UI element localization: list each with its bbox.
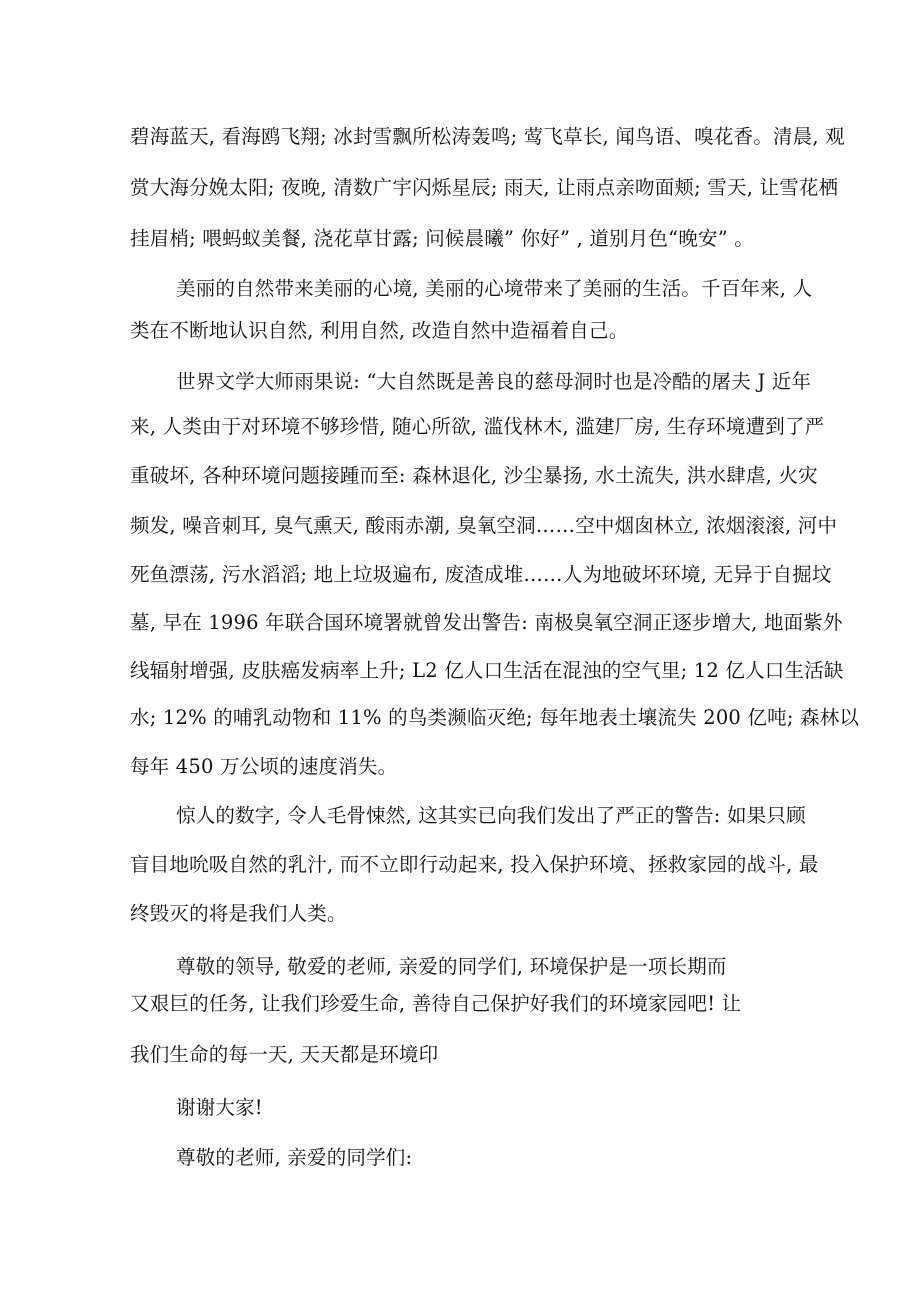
paragraph-line: 世界文学大师雨果说: “大自然既是善良的慈母洞时也是冷酷的屠夫 J 近年 <box>176 370 812 393</box>
paragraph-line: 线辐射增强, 皮肤癌发病率上升; L2 亿人口生活在混浊的空气里; 12 亿人口生活缺 <box>130 659 844 682</box>
paragraph-line: 频发, 噪音刺耳, 臭气熏天, 酸雨赤潮, 臭氧空洞……空中烟囱林立, 浓烟滚滚, 河中 <box>130 514 838 537</box>
paragraph-line: 碧海蓝天, 看海鸥飞翔; 冰封雪飘所松涛轰鸣; 莺飞草长, 闻鸟语、嗅花香。清晨, 观 <box>130 125 845 148</box>
paragraph-line: 重破坏, 各种环境问题接踵而至: 森林退化, 沙尘暴扬, 水土流失, 洪水肆虐, 火灾 <box>130 464 818 487</box>
paragraph-line: 死鱼漂荡, 污水滔滔; 地上垃圾遍布, 废渣成堆……人为地破坏环境, 无异于自掘坟 <box>130 563 832 586</box>
paragraph-line: 水; 12% 的哺乳动物和 11% 的鸟类濒临灭绝; 每年地表土壤流失 200 亿吨; 森林以 <box>130 706 860 729</box>
paragraph-line: 墓, 早在 1996 年联合国环境署就曾发出警告: 南极臭氧空洞正逐步增大, 地面紫外 <box>130 611 843 634</box>
paragraph-line: 尊敬的老师, 亲爱的同学们: <box>176 1146 413 1169</box>
paragraph-line: 终毁灭的将是我们人类。 <box>130 902 347 925</box>
paragraph-line: 来, 人类由于对环境不够珍惜, 随心所欲, 滥伐林木, 滥建厂房, 生存环境遭到了严 <box>130 415 825 438</box>
paragraph-line: 盲目地吮吸自然的乳汁, 而不立即行动起来, 投入保护环境、拯救家园的战斗, 最 <box>130 853 819 876</box>
paragraph-line: 类在不断地认识自然, 利用自然, 改造自然中造福着自己。 <box>130 319 629 342</box>
paragraph-line: 挂眉梢; 喂蚂蚁美餐, 浇花草甘露; 问候晨曦” 你好” , 道别月色“晚安” 。 <box>130 227 755 250</box>
paragraph-line: 尊敬的领导, 敬爱的老师, 亲爱的同学们, 环境保护是一项长期而 <box>176 955 727 978</box>
paragraph-line: 我们生命的每一天, 天天都是环境印 <box>130 1043 439 1066</box>
paragraph-line: 赏大海分娩太阳; 夜晚, 清数广宇闪烁星辰; 雨天, 让雨点亲吻面颊; 雪天, 让雪花栖 <box>130 176 839 199</box>
paragraph-line: 美丽的自然带来美丽的心境, 美丽的心境带来了美丽的生活。千百年来, 人 <box>176 277 813 300</box>
paragraph-line: 又艰巨的任务, 让我们珍爱生命, 善待自己保护好我们的环境家园吧! 让 <box>130 992 742 1015</box>
paragraph-line: 惊人的数字, 令人毛骨悚然, 这其实已向我们发出了严正的警告: 如果只顾 <box>176 804 806 827</box>
paragraph-line: 每年 450 万公顷的速度消失。 <box>130 755 398 778</box>
paragraph-line: 谢谢大家! <box>176 1096 263 1119</box>
